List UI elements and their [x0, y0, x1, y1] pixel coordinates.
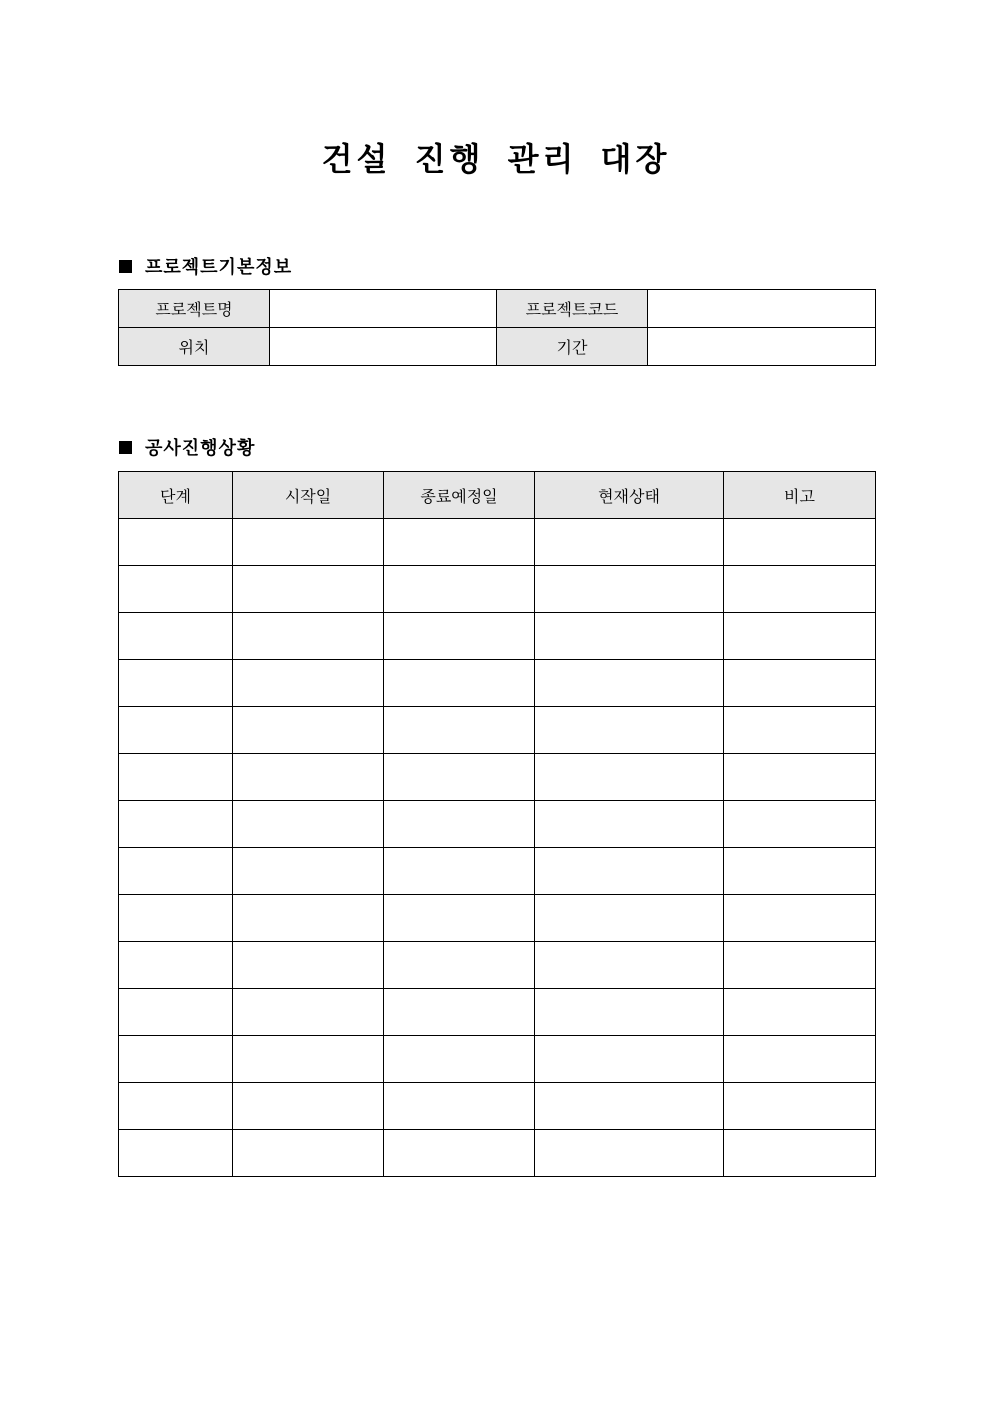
remarks-cell[interactable] — [724, 801, 876, 848]
expected-end-date-cell[interactable] — [384, 989, 535, 1036]
start-date-cell[interactable] — [233, 942, 384, 989]
current-status-cell[interactable] — [535, 1130, 724, 1177]
table-row — [119, 660, 876, 707]
column-header-remarks: 비고 — [724, 472, 876, 519]
start-date-cell[interactable] — [233, 519, 384, 566]
section-heading-progress — [119, 434, 255, 460]
period-field[interactable] — [648, 328, 876, 366]
stage-cell[interactable] — [119, 1130, 233, 1177]
start-date-cell[interactable] — [233, 566, 384, 613]
start-date-cell[interactable] — [233, 613, 384, 660]
table-row — [119, 707, 876, 754]
current-status-cell[interactable] — [535, 566, 724, 613]
table-row — [119, 1083, 876, 1130]
current-status-cell[interactable] — [535, 754, 724, 801]
start-date-cell[interactable] — [233, 801, 384, 848]
project-name-label: 프로젝트명 — [119, 290, 270, 328]
column-header-stage: 단계 — [119, 472, 233, 519]
table-row — [119, 989, 876, 1036]
start-date-cell[interactable] — [233, 660, 384, 707]
stage-cell[interactable] — [119, 613, 233, 660]
current-status-cell[interactable] — [535, 848, 724, 895]
column-header-expected-end-date: 종료예정일 — [384, 472, 535, 519]
table-row — [119, 613, 876, 660]
project-code-label: 프로젝트코드 — [497, 290, 648, 328]
start-date-cell[interactable] — [233, 895, 384, 942]
remarks-cell[interactable] — [724, 942, 876, 989]
section-heading-label: 공사진행상황 — [145, 438, 256, 459]
stage-cell[interactable] — [119, 566, 233, 613]
expected-end-date-cell[interactable] — [384, 848, 535, 895]
stage-cell[interactable] — [119, 707, 233, 754]
start-date-cell[interactable] — [233, 1130, 384, 1177]
table-row — [119, 895, 876, 942]
start-date-cell[interactable] — [233, 1083, 384, 1130]
remarks-cell[interactable] — [724, 895, 876, 942]
stage-cell[interactable] — [119, 754, 233, 801]
table-row — [119, 1036, 876, 1083]
stage-cell[interactable] — [119, 942, 233, 989]
table-row — [119, 754, 876, 801]
column-header-current-status: 현재상태 — [535, 472, 724, 519]
expected-end-date-cell[interactable] — [384, 660, 535, 707]
remarks-cell[interactable] — [724, 848, 876, 895]
expected-end-date-cell[interactable] — [384, 1083, 535, 1130]
table-row — [119, 801, 876, 848]
table-header-row — [119, 472, 876, 519]
basic-info-table — [118, 289, 876, 366]
current-status-cell[interactable] — [535, 1036, 724, 1083]
expected-end-date-cell[interactable] — [384, 895, 535, 942]
table-row — [119, 566, 876, 613]
expected-end-date-cell[interactable] — [384, 1036, 535, 1083]
remarks-cell[interactable] — [724, 1130, 876, 1177]
current-status-cell[interactable] — [535, 942, 724, 989]
section-heading-label: 프로젝트기본정보 — [145, 257, 293, 278]
stage-cell[interactable] — [119, 895, 233, 942]
stage-cell[interactable] — [119, 801, 233, 848]
start-date-cell[interactable] — [233, 848, 384, 895]
project-name-field[interactable] — [270, 290, 497, 328]
stage-cell[interactable] — [119, 660, 233, 707]
remarks-cell[interactable] — [724, 660, 876, 707]
table-row — [119, 519, 876, 566]
stage-cell[interactable] — [119, 989, 233, 1036]
current-status-cell[interactable] — [535, 989, 724, 1036]
period-label: 기간 — [497, 328, 648, 366]
current-status-cell[interactable] — [535, 707, 724, 754]
remarks-cell[interactable] — [724, 519, 876, 566]
table-row — [119, 848, 876, 895]
remarks-cell[interactable] — [724, 1083, 876, 1130]
section-heading-basic-info — [119, 253, 292, 279]
current-status-cell[interactable] — [535, 519, 724, 566]
start-date-cell[interactable] — [233, 707, 384, 754]
square-bullet-icon — [119, 260, 132, 273]
stage-cell[interactable] — [119, 1083, 233, 1130]
square-bullet-icon — [119, 441, 132, 454]
remarks-cell[interactable] — [724, 989, 876, 1036]
location-field[interactable] — [270, 328, 497, 366]
expected-end-date-cell[interactable] — [384, 942, 535, 989]
expected-end-date-cell[interactable] — [384, 801, 535, 848]
page-title: 건설 진행 관리 대장 — [321, 140, 671, 178]
expected-end-date-cell[interactable] — [384, 519, 535, 566]
expected-end-date-cell[interactable] — [384, 1130, 535, 1177]
table-row — [119, 328, 876, 366]
remarks-cell[interactable] — [724, 613, 876, 660]
remarks-cell[interactable] — [724, 707, 876, 754]
current-status-cell[interactable] — [535, 613, 724, 660]
remarks-cell[interactable] — [724, 566, 876, 613]
expected-end-date-cell[interactable] — [384, 566, 535, 613]
remarks-cell[interactable] — [724, 1036, 876, 1083]
start-date-cell[interactable] — [233, 754, 384, 801]
expected-end-date-cell[interactable] — [384, 613, 535, 660]
remarks-cell[interactable] — [724, 754, 876, 801]
expected-end-date-cell[interactable] — [384, 707, 535, 754]
start-date-cell[interactable] — [233, 1036, 384, 1083]
start-date-cell[interactable] — [233, 989, 384, 1036]
current-status-cell[interactable] — [535, 801, 724, 848]
expected-end-date-cell[interactable] — [384, 754, 535, 801]
column-header-start-date: 시작일 — [233, 472, 384, 519]
stage-cell[interactable] — [119, 848, 233, 895]
project-code-field[interactable] — [648, 290, 876, 328]
table-row — [119, 290, 876, 328]
location-label: 위치 — [119, 328, 270, 366]
progress-table — [118, 471, 876, 1177]
current-status-cell[interactable] — [535, 895, 724, 942]
table-row — [119, 1130, 876, 1177]
table-row — [119, 942, 876, 989]
current-status-cell[interactable] — [535, 660, 724, 707]
stage-cell[interactable] — [119, 1036, 233, 1083]
current-status-cell[interactable] — [535, 1083, 724, 1130]
stage-cell[interactable] — [119, 519, 233, 566]
